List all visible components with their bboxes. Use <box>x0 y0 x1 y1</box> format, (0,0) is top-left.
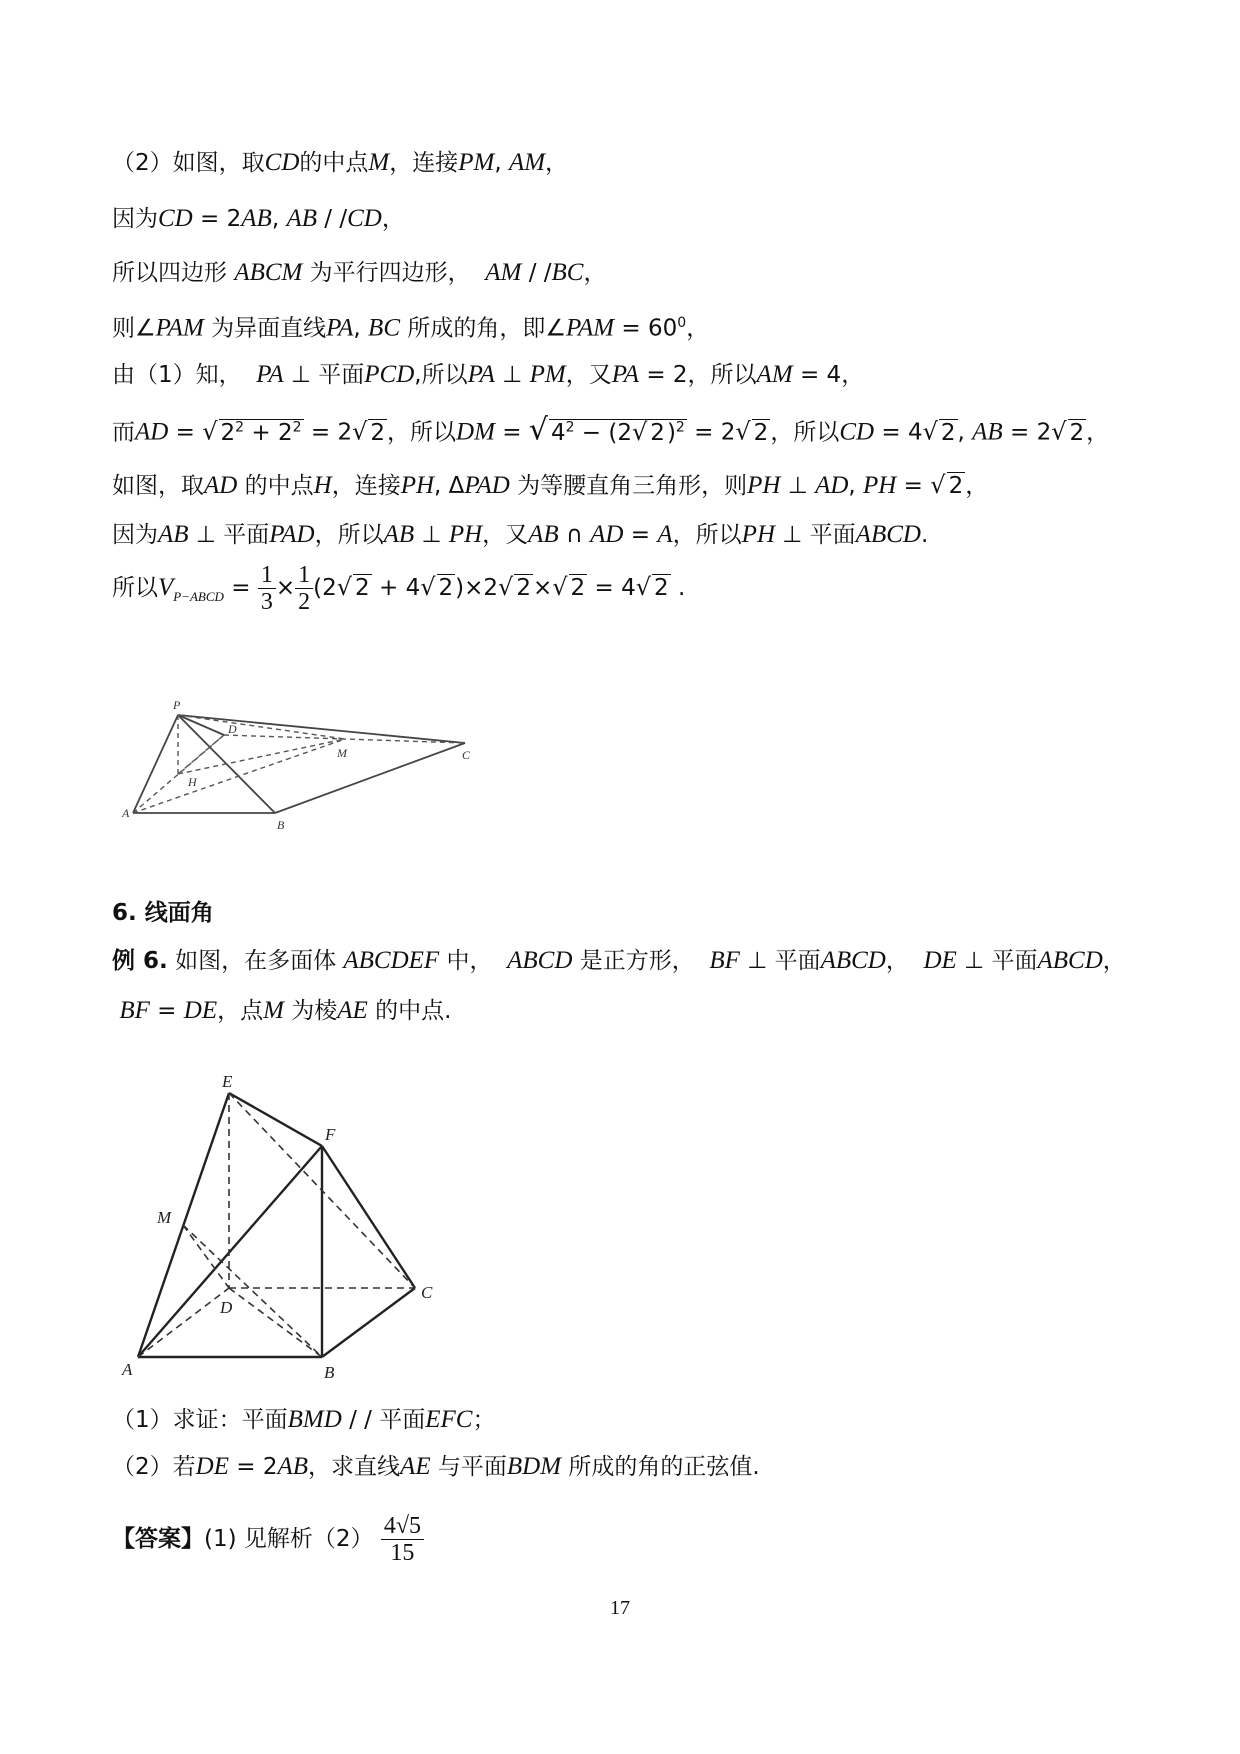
solution-line-2: 因为CD = 2AB, AB / /CD， <box>112 205 405 232</box>
pyramid-figure <box>120 695 480 830</box>
solution-line-7: 如图，取AD 的中点H，连接PH, ΔPAD 为等腰直角三角形，则PH ⊥ AD, PH = √ 2， <box>112 471 989 499</box>
label-b: B <box>277 818 285 830</box>
solution-line-6: 而AD = √ $2^2 + 2^2 = 2√$ 2，所以DM = √ $4^2 - (2√$ 2)$^2$ = 2√ 2，所以CD = 4√ 2, AB = 2√ 2， <box>112 412 1110 448</box>
example-line-1: 例 6. 如图，在多面体 ABCDEF 中， ABCD 是正方形， BF ⊥ 平面ABCD， DE ⊥ 平面ABCD， <box>112 947 1126 974</box>
polyhedron-figure <box>115 1065 465 1395</box>
label-c: C <box>462 748 471 762</box>
label-h: H <box>188 775 197 789</box>
solution-line-4: 则∠PAM 为异面直线PA, BC 所成的角，即∠PAM = $60^0$， <box>112 314 710 342</box>
section-title: 6. 线面角 <box>112 900 214 926</box>
label-m: M <box>337 746 347 760</box>
question-2: （2）若DE = 2AB，求直线AE 与平面BDM 所成的角的正弦值. <box>112 1453 760 1480</box>
solution-line-1: （2）如图，取CD的中点M，连接PM, AM， <box>112 149 569 176</box>
solution-line-3: 所以四边形 ABCM 为平行四边形， AM / /BC， <box>112 259 607 286</box>
label-e: E <box>222 1072 233 1091</box>
label-d: D <box>228 722 237 736</box>
answer-line: 【答案】(1) 见解析（2） $\frac{4√5}{15}$ <box>112 1508 424 1570</box>
label-d2: D <box>220 1298 233 1317</box>
answer-fraction: $\frac{4√5}{15}$ <box>381 1513 424 1566</box>
label-a: A <box>122 806 130 820</box>
label-f: F <box>325 1125 336 1144</box>
solution-line-5: 由（1）知， PA ⊥ 平面PCD,所以PA ⊥ PM，又PA = 2，所以AM = 4， <box>112 361 865 388</box>
question-1: （1）求证：平面BMD / / 平面EFC； <box>112 1406 496 1433</box>
page-number: 17 <box>610 1597 630 1619</box>
example-line-2: BF = DE，点M 为棱AE 的中点. <box>119 997 452 1024</box>
solution-line-8: 因为AB ⊥ 平面PAD，所以AB ⊥ PH，又AB ∩ AD = A，所以PH ⊥ 平面ABCD. <box>112 521 929 548</box>
label-m2: M <box>157 1208 172 1227</box>
label-p: P <box>173 698 181 712</box>
label-a2: A <box>122 1360 133 1379</box>
solution-line-9: 所以$V_{P-ABCD}$ = $\frac{1}{3}$ × $\frac{1}{2}$ (2√ 2 + 4√ 2)×2√ 2×√ 2 = 4√ 2 . <box>112 562 686 615</box>
label-c2: C <box>421 1283 433 1302</box>
label-b2: B <box>324 1363 335 1382</box>
